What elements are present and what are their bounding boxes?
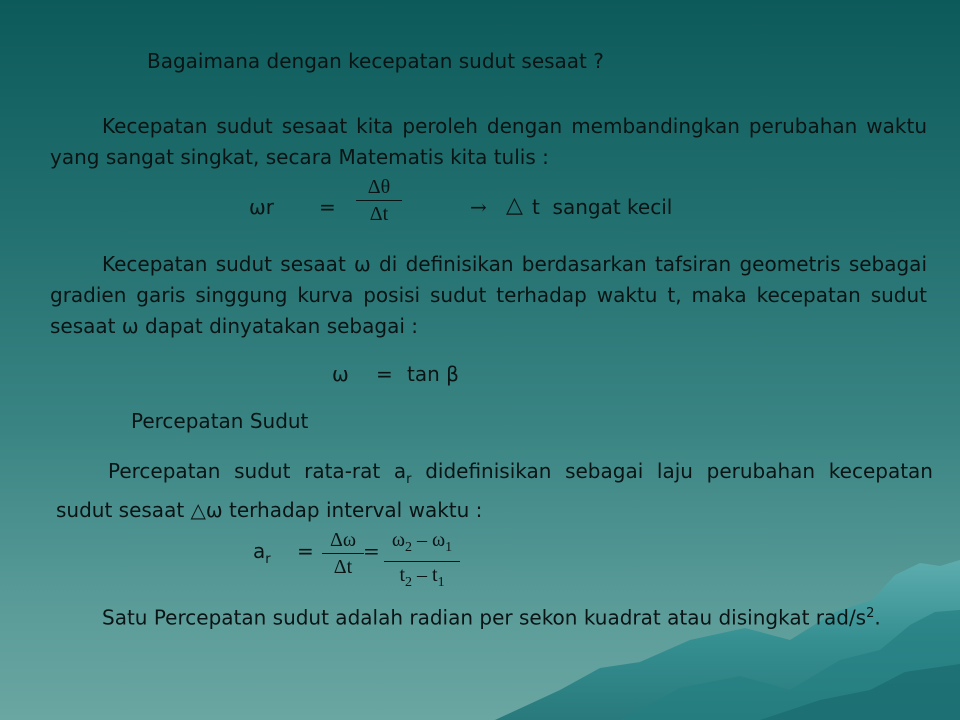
eq3-equals: =: [297, 539, 314, 563]
eq1-lhs: ωr: [249, 195, 274, 219]
para4-text: Satu Percepatan sudut adalah radian per sekon kuadrat atau disingkat rad/s: [102, 605, 867, 630]
para4-end: .: [874, 605, 881, 630]
eq2-rhs: tan β: [407, 362, 459, 386]
eq3-den1: Δt: [333, 556, 353, 578]
eq3-num2-a: ω: [391, 529, 405, 551]
eq3-num1: Δω: [329, 529, 357, 551]
para4-superscript: 2: [866, 606, 875, 621]
para3-text-2: didefinisikan sebagai laju perubahan kecepatan sudut sesaat: [56, 459, 933, 522]
para3-subscript: r: [406, 472, 412, 487]
subheading-angular-acceleration: Percepatan Sudut: [131, 409, 309, 433]
eq1-denominator: Δt: [369, 203, 389, 225]
arrow-right-icon: →: [470, 195, 487, 219]
eq3-lhs-sub: r: [265, 552, 271, 567]
paragraph-unit-definition: [50, 598, 927, 634]
eq3-num2-b: ω: [432, 529, 446, 551]
eq3-den2-b-sub: 1: [437, 575, 445, 590]
triangle-delta-icon: △: [190, 498, 206, 522]
para3-text-1: Percepatan sudut rata-rat a: [108, 459, 407, 483]
eq3-num2: [384, 527, 460, 561]
eq3-den2-a-sub: 2: [405, 575, 412, 590]
eq1-fraction: [356, 174, 402, 227]
eq3-fraction-1: [322, 527, 364, 580]
eq3-num2-b-sub: 1: [445, 540, 453, 555]
eq3-num2-op: –: [417, 529, 427, 551]
eq3-equals-2: =: [363, 539, 380, 563]
eq3-fraction-2: [384, 527, 460, 596]
eq3-den2-a: t: [399, 564, 405, 586]
triangle-delta-icon: △: [506, 193, 523, 218]
eq3-lhs: [253, 539, 271, 567]
eq3-den2: [384, 562, 460, 596]
eq2-equals: =: [376, 362, 393, 386]
para3-text-3: ω terhadap interval waktu :: [205, 498, 483, 522]
paragraph-geometric-definition: Kecepatan sudut sesaat ω di definisikan berdasarkan tafsiran geometris sebagai gradien garis singgung kurva posisi sudut terhadap waktu t, maka kecepatan sudut sesaat ω dapat dinyatakan sebagai :: [50, 252, 927, 338]
eq3-num2-a-sub: 2: [405, 540, 412, 555]
eq3-den2-op: –: [417, 564, 427, 586]
slide-heading: Bagaimana dengan kecepatan sudut sesaat ?: [147, 49, 604, 73]
eq3-den2-b: t: [432, 564, 438, 586]
eq1-note: t sangat kecil: [532, 195, 673, 219]
eq1-numerator: Δθ: [367, 176, 391, 198]
eq2-lhs: ω: [332, 362, 349, 386]
eq3-lhs-a: a: [253, 539, 266, 563]
paragraph-instant-velocity: Kecepatan sudut sesaat kita peroleh dengan membandingkan perubahan waktu yang sangat singkat, secara Matematis kita tulis :: [50, 114, 927, 169]
paragraph-average-acceleration: [56, 456, 933, 526]
eq1-equals: =: [319, 195, 336, 219]
